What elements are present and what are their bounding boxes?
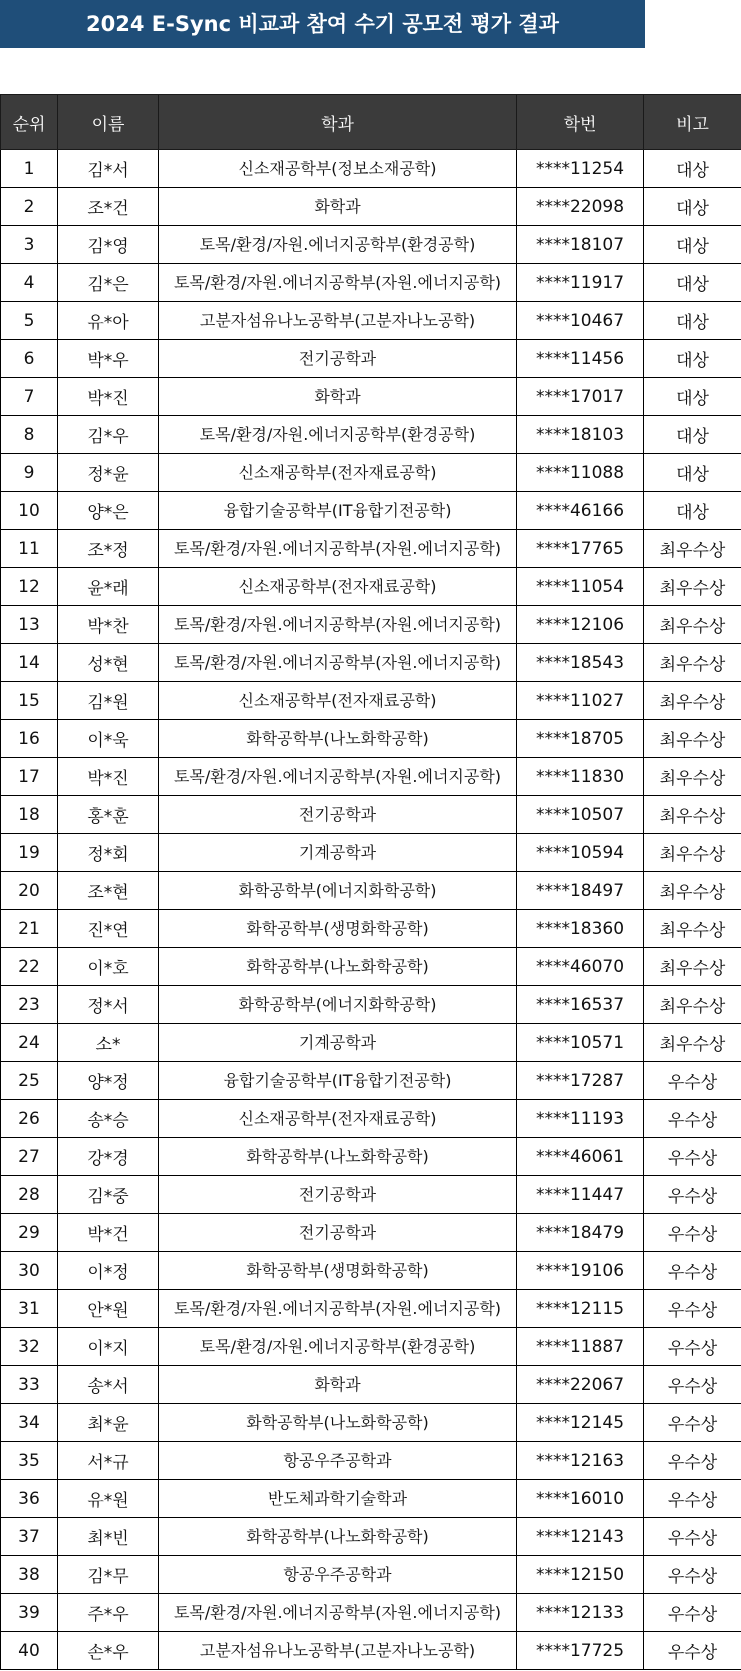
cell-rank: 11 bbox=[1, 530, 58, 568]
cell-name: 정*윤 bbox=[58, 454, 159, 492]
cell-dept: 화학과 bbox=[159, 378, 517, 416]
cell-name: 서*규 bbox=[58, 1442, 159, 1480]
table-body bbox=[1, 150, 741, 1670]
cell-note: 우수상 bbox=[644, 1062, 741, 1100]
cell-student-id: ****22098 bbox=[517, 188, 644, 226]
table-row bbox=[1, 188, 741, 226]
table-row bbox=[1, 682, 741, 720]
cell-note: 우수상 bbox=[644, 1214, 741, 1252]
cell-rank: 36 bbox=[1, 1480, 58, 1518]
cell-note: 우수상 bbox=[644, 1404, 741, 1442]
cell-student-id: ****10594 bbox=[517, 834, 644, 872]
cell-student-id: ****12133 bbox=[517, 1594, 644, 1632]
cell-student-id: ****18103 bbox=[517, 416, 644, 454]
cell-student-id: ****18705 bbox=[517, 720, 644, 758]
cell-student-id: ****11254 bbox=[517, 150, 644, 188]
cell-dept: 화학공학부(나노화학공학) bbox=[159, 720, 517, 758]
cell-note: 우수상 bbox=[644, 1556, 741, 1594]
cell-dept: 신소재공학부(전자재료공학) bbox=[159, 1100, 517, 1138]
cell-dept: 기계공학과 bbox=[159, 834, 517, 872]
cell-dept: 토목/환경/자원.에너지공학부(환경공학) bbox=[159, 1328, 517, 1366]
cell-note: 우수상 bbox=[644, 1480, 741, 1518]
cell-note: 우수상 bbox=[644, 1328, 741, 1366]
cell-student-id: ****12163 bbox=[517, 1442, 644, 1480]
table-row bbox=[1, 1100, 741, 1138]
cell-dept: 토목/환경/자원.에너지공학부(환경공학) bbox=[159, 416, 517, 454]
cell-dept: 토목/환경/자원.에너지공학부(환경공학) bbox=[159, 226, 517, 264]
cell-dept: 화학공학부(나노화학공학) bbox=[159, 1404, 517, 1442]
cell-student-id: ****12115 bbox=[517, 1290, 644, 1328]
cell-note: 우수상 bbox=[644, 1632, 741, 1670]
cell-rank: 9 bbox=[1, 454, 58, 492]
cell-note: 최우수상 bbox=[644, 758, 741, 796]
cell-student-id: ****17765 bbox=[517, 530, 644, 568]
cell-note: 대상 bbox=[644, 264, 741, 302]
cell-name: 박*진 bbox=[58, 758, 159, 796]
cell-student-id: ****12145 bbox=[517, 1404, 644, 1442]
table-row bbox=[1, 1024, 741, 1062]
cell-student-id: ****10507 bbox=[517, 796, 644, 834]
cell-dept: 토목/환경/자원.에너지공학부(자원.에너지공학) bbox=[159, 644, 517, 682]
cell-student-id: ****12150 bbox=[517, 1556, 644, 1594]
cell-name: 김*원 bbox=[58, 682, 159, 720]
cell-rank: 31 bbox=[1, 1290, 58, 1328]
cell-rank: 7 bbox=[1, 378, 58, 416]
cell-note: 우수상 bbox=[644, 1138, 741, 1176]
cell-student-id: ****12106 bbox=[517, 606, 644, 644]
cell-name: 최*윤 bbox=[58, 1404, 159, 1442]
cell-note: 우수상 bbox=[644, 1290, 741, 1328]
table-row bbox=[1, 416, 741, 454]
cell-rank: 39 bbox=[1, 1594, 58, 1632]
cell-student-id: ****18543 bbox=[517, 644, 644, 682]
cell-student-id: ****22067 bbox=[517, 1366, 644, 1404]
table-row bbox=[1, 1480, 741, 1518]
cell-rank: 16 bbox=[1, 720, 58, 758]
cell-student-id: ****18497 bbox=[517, 872, 644, 910]
cell-name: 정*회 bbox=[58, 834, 159, 872]
cell-student-id: ****11830 bbox=[517, 758, 644, 796]
cell-note: 우수상 bbox=[644, 1442, 741, 1480]
table-row bbox=[1, 758, 741, 796]
cell-student-id: ****19106 bbox=[517, 1252, 644, 1290]
table-row bbox=[1, 1176, 741, 1214]
table-row bbox=[1, 150, 741, 188]
cell-dept: 화학공학부(생명화학공학) bbox=[159, 1252, 517, 1290]
cell-name: 진*연 bbox=[58, 910, 159, 948]
table-row bbox=[1, 568, 741, 606]
cell-student-id: ****16010 bbox=[517, 1480, 644, 1518]
cell-student-id: ****46166 bbox=[517, 492, 644, 530]
table-row bbox=[1, 1442, 741, 1480]
cell-name: 윤*래 bbox=[58, 568, 159, 606]
cell-note: 최우수상 bbox=[644, 910, 741, 948]
cell-note: 대상 bbox=[644, 454, 741, 492]
table-row bbox=[1, 492, 741, 530]
table-row bbox=[1, 378, 741, 416]
cell-note: 최우수상 bbox=[644, 1024, 741, 1062]
cell-name: 송*서 bbox=[58, 1366, 159, 1404]
table-header-row bbox=[1, 95, 741, 150]
table-row bbox=[1, 872, 741, 910]
cell-note: 대상 bbox=[644, 378, 741, 416]
cell-note: 우수상 bbox=[644, 1594, 741, 1632]
cell-dept: 고분자섬유나노공학부(고분자나노공학) bbox=[159, 1632, 517, 1670]
cell-student-id: ****11917 bbox=[517, 264, 644, 302]
table-row bbox=[1, 1290, 741, 1328]
cell-name: 송*승 bbox=[58, 1100, 159, 1138]
cell-rank: 21 bbox=[1, 910, 58, 948]
cell-rank: 38 bbox=[1, 1556, 58, 1594]
table-row bbox=[1, 264, 741, 302]
cell-rank: 22 bbox=[1, 948, 58, 986]
cell-note: 대상 bbox=[644, 492, 741, 530]
cell-dept: 화학공학부(생명화학공학) bbox=[159, 910, 517, 948]
cell-dept: 고분자섬유나노공학부(고분자나노공학) bbox=[159, 302, 517, 340]
cell-name: 강*경 bbox=[58, 1138, 159, 1176]
cell-student-id: ****16537 bbox=[517, 986, 644, 1024]
table-row bbox=[1, 226, 741, 264]
cell-name: 박*진 bbox=[58, 378, 159, 416]
table-row bbox=[1, 948, 741, 986]
table-row bbox=[1, 340, 741, 378]
cell-dept: 신소재공학부(전자재료공학) bbox=[159, 454, 517, 492]
table-row bbox=[1, 834, 741, 872]
cell-note: 우수상 bbox=[644, 1252, 741, 1290]
cell-dept: 토목/환경/자원.에너지공학부(자원.에너지공학) bbox=[159, 264, 517, 302]
cell-note: 대상 bbox=[644, 302, 741, 340]
cell-note: 대상 bbox=[644, 188, 741, 226]
cell-rank: 4 bbox=[1, 264, 58, 302]
table-row bbox=[1, 1632, 741, 1670]
cell-name: 양*은 bbox=[58, 492, 159, 530]
cell-rank: 37 bbox=[1, 1518, 58, 1556]
cell-rank: 8 bbox=[1, 416, 58, 454]
table-row bbox=[1, 910, 741, 948]
cell-student-id: ****11456 bbox=[517, 340, 644, 378]
cell-note: 대상 bbox=[644, 340, 741, 378]
cell-rank: 13 bbox=[1, 606, 58, 644]
cell-name: 박*찬 bbox=[58, 606, 159, 644]
cell-dept: 화학공학부(에너지화학공학) bbox=[159, 986, 517, 1024]
cell-name: 양*정 bbox=[58, 1062, 159, 1100]
table-row bbox=[1, 1594, 741, 1632]
table-row bbox=[1, 986, 741, 1024]
cell-dept: 반도체과학기술학과 bbox=[159, 1480, 517, 1518]
cell-student-id: ****11088 bbox=[517, 454, 644, 492]
cell-dept: 화학과 bbox=[159, 1366, 517, 1404]
cell-name: 주*우 bbox=[58, 1594, 159, 1632]
cell-rank: 25 bbox=[1, 1062, 58, 1100]
cell-dept: 신소재공학부(전자재료공학) bbox=[159, 568, 517, 606]
cell-rank: 35 bbox=[1, 1442, 58, 1480]
cell-name: 조*건 bbox=[58, 188, 159, 226]
cell-dept: 화학과 bbox=[159, 188, 517, 226]
cell-name: 김*은 bbox=[58, 264, 159, 302]
header-name: 이름 bbox=[58, 95, 159, 150]
cell-dept: 화학공학부(나노화학공학) bbox=[159, 948, 517, 986]
cell-note: 우수상 bbox=[644, 1366, 741, 1404]
cell-name: 조*정 bbox=[58, 530, 159, 568]
cell-note: 최우수상 bbox=[644, 986, 741, 1024]
cell-dept: 신소재공학부(정보소재공학) bbox=[159, 150, 517, 188]
cell-name: 성*현 bbox=[58, 644, 159, 682]
cell-rank: 26 bbox=[1, 1100, 58, 1138]
table-row bbox=[1, 1214, 741, 1252]
header-rank: 순위 bbox=[1, 95, 58, 150]
cell-student-id: ****10571 bbox=[517, 1024, 644, 1062]
cell-rank: 19 bbox=[1, 834, 58, 872]
cell-name: 이*욱 bbox=[58, 720, 159, 758]
table-row bbox=[1, 606, 741, 644]
cell-note: 최우수상 bbox=[644, 682, 741, 720]
cell-rank: 27 bbox=[1, 1138, 58, 1176]
table-row bbox=[1, 1138, 741, 1176]
cell-note: 최우수상 bbox=[644, 530, 741, 568]
cell-dept: 화학공학부(나노화학공학) bbox=[159, 1138, 517, 1176]
table-row bbox=[1, 1556, 741, 1594]
cell-dept: 화학공학부(에너지화학공학) bbox=[159, 872, 517, 910]
cell-rank: 34 bbox=[1, 1404, 58, 1442]
cell-dept: 화학공학부(나노화학공학) bbox=[159, 1518, 517, 1556]
cell-rank: 14 bbox=[1, 644, 58, 682]
cell-dept: 기계공학과 bbox=[159, 1024, 517, 1062]
page-title: 2024 E-Sync 비교과 참여 수기 공모전 평가 결과 bbox=[0, 0, 645, 48]
header-dept: 학과 bbox=[159, 95, 517, 150]
cell-rank: 18 bbox=[1, 796, 58, 834]
header-note: 비고 bbox=[644, 95, 741, 150]
cell-rank: 10 bbox=[1, 492, 58, 530]
table-row bbox=[1, 1328, 741, 1366]
cell-student-id: ****11193 bbox=[517, 1100, 644, 1138]
cell-note: 우수상 bbox=[644, 1518, 741, 1556]
cell-dept: 토목/환경/자원.에너지공학부(자원.에너지공학) bbox=[159, 1290, 517, 1328]
cell-rank: 28 bbox=[1, 1176, 58, 1214]
results-table bbox=[0, 94, 741, 1670]
cell-rank: 6 bbox=[1, 340, 58, 378]
cell-note: 최우수상 bbox=[644, 606, 741, 644]
cell-dept: 전기공학과 bbox=[159, 1214, 517, 1252]
cell-student-id: ****11447 bbox=[517, 1176, 644, 1214]
cell-student-id: ****12143 bbox=[517, 1518, 644, 1556]
cell-note: 최우수상 bbox=[644, 796, 741, 834]
cell-name: 이*호 bbox=[58, 948, 159, 986]
cell-student-id: ****11887 bbox=[517, 1328, 644, 1366]
cell-note: 대상 bbox=[644, 416, 741, 454]
cell-dept: 융합기술공학부(IT융합기전공학) bbox=[159, 492, 517, 530]
cell-dept: 항공우주공학과 bbox=[159, 1442, 517, 1480]
cell-student-id: ****18360 bbox=[517, 910, 644, 948]
cell-rank: 40 bbox=[1, 1632, 58, 1670]
cell-name: 손*우 bbox=[58, 1632, 159, 1670]
cell-note: 최우수상 bbox=[644, 568, 741, 606]
cell-name: 정*서 bbox=[58, 986, 159, 1024]
cell-dept: 토목/환경/자원.에너지공학부(자원.에너지공학) bbox=[159, 758, 517, 796]
cell-name: 유*원 bbox=[58, 1480, 159, 1518]
table-row bbox=[1, 796, 741, 834]
cell-student-id: ****17017 bbox=[517, 378, 644, 416]
cell-note: 최우수상 bbox=[644, 872, 741, 910]
cell-rank: 17 bbox=[1, 758, 58, 796]
cell-rank: 5 bbox=[1, 302, 58, 340]
cell-name: 조*현 bbox=[58, 872, 159, 910]
cell-note: 최우수상 bbox=[644, 834, 741, 872]
cell-name: 안*원 bbox=[58, 1290, 159, 1328]
table-row bbox=[1, 1062, 741, 1100]
cell-dept: 신소재공학부(전자재료공학) bbox=[159, 682, 517, 720]
cell-dept: 토목/환경/자원.에너지공학부(자원.에너지공학) bbox=[159, 530, 517, 568]
cell-name: 소* bbox=[58, 1024, 159, 1062]
header-student-id: 학번 bbox=[517, 95, 644, 150]
cell-dept: 전기공학과 bbox=[159, 1176, 517, 1214]
cell-student-id: ****17287 bbox=[517, 1062, 644, 1100]
cell-name: 박*건 bbox=[58, 1214, 159, 1252]
cell-dept: 융합기술공학부(IT융합기전공학) bbox=[159, 1062, 517, 1100]
cell-note: 최우수상 bbox=[644, 720, 741, 758]
table-row bbox=[1, 530, 741, 568]
cell-name: 홍*훈 bbox=[58, 796, 159, 834]
cell-name: 유*아 bbox=[58, 302, 159, 340]
cell-dept: 토목/환경/자원.에너지공학부(자원.에너지공학) bbox=[159, 1594, 517, 1632]
cell-rank: 32 bbox=[1, 1328, 58, 1366]
cell-note: 최우수상 bbox=[644, 644, 741, 682]
table-row bbox=[1, 1404, 741, 1442]
cell-student-id: ****10467 bbox=[517, 302, 644, 340]
cell-student-id: ****46061 bbox=[517, 1138, 644, 1176]
cell-name: 박*우 bbox=[58, 340, 159, 378]
cell-student-id: ****46070 bbox=[517, 948, 644, 986]
cell-note: 대상 bbox=[644, 226, 741, 264]
table-row bbox=[1, 454, 741, 492]
cell-dept: 전기공학과 bbox=[159, 796, 517, 834]
cell-student-id: ****11054 bbox=[517, 568, 644, 606]
cell-dept: 토목/환경/자원.에너지공학부(자원.에너지공학) bbox=[159, 606, 517, 644]
cell-dept: 항공우주공학과 bbox=[159, 1556, 517, 1594]
cell-note: 최우수상 bbox=[644, 948, 741, 986]
table-row bbox=[1, 302, 741, 340]
cell-note: 대상 bbox=[644, 150, 741, 188]
cell-name: 김*우 bbox=[58, 416, 159, 454]
cell-name: 김*영 bbox=[58, 226, 159, 264]
cell-student-id: ****18107 bbox=[517, 226, 644, 264]
cell-rank: 33 bbox=[1, 1366, 58, 1404]
cell-name: 이*지 bbox=[58, 1328, 159, 1366]
cell-name: 김*무 bbox=[58, 1556, 159, 1594]
cell-note: 우수상 bbox=[644, 1100, 741, 1138]
table-row bbox=[1, 644, 741, 682]
cell-rank: 15 bbox=[1, 682, 58, 720]
cell-rank: 24 bbox=[1, 1024, 58, 1062]
cell-rank: 20 bbox=[1, 872, 58, 910]
cell-note: 우수상 bbox=[644, 1176, 741, 1214]
cell-rank: 29 bbox=[1, 1214, 58, 1252]
table-row bbox=[1, 1366, 741, 1404]
cell-dept: 전기공학과 bbox=[159, 340, 517, 378]
cell-rank: 1 bbox=[1, 150, 58, 188]
cell-student-id: ****17725 bbox=[517, 1632, 644, 1670]
cell-rank: 23 bbox=[1, 986, 58, 1024]
cell-student-id: ****18479 bbox=[517, 1214, 644, 1252]
cell-rank: 30 bbox=[1, 1252, 58, 1290]
cell-rank: 2 bbox=[1, 188, 58, 226]
cell-rank: 12 bbox=[1, 568, 58, 606]
table-row bbox=[1, 1518, 741, 1556]
cell-name: 김*중 bbox=[58, 1176, 159, 1214]
cell-name: 김*서 bbox=[58, 150, 159, 188]
table-row bbox=[1, 720, 741, 758]
table-row bbox=[1, 1252, 741, 1290]
cell-rank: 3 bbox=[1, 226, 58, 264]
cell-name: 이*정 bbox=[58, 1252, 159, 1290]
cell-student-id: ****11027 bbox=[517, 682, 644, 720]
cell-name: 최*빈 bbox=[58, 1518, 159, 1556]
